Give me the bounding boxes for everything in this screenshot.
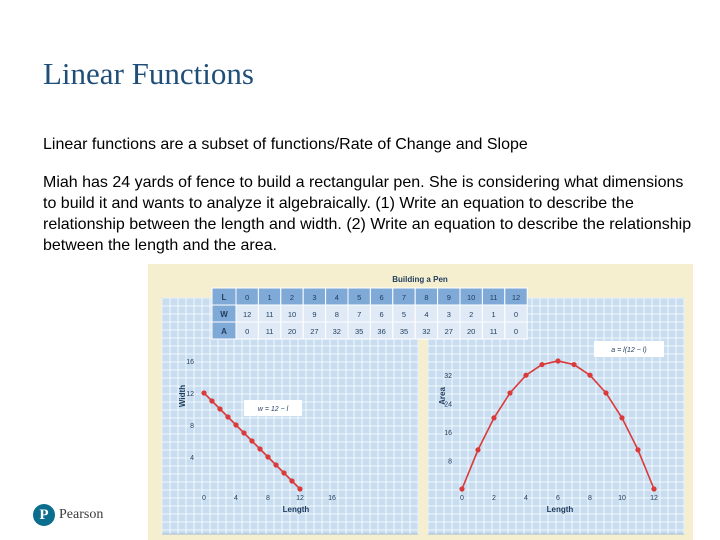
slide-subtitle: Linear functions are a subset of functions/Rate of Change and Slope xyxy=(43,136,528,153)
table-cell-value: 32 xyxy=(332,327,341,336)
table-cell-value: 9 xyxy=(446,293,451,302)
x-tick-label: 4 xyxy=(524,495,528,502)
table-cell-value: 10 xyxy=(467,293,476,302)
data-point xyxy=(201,390,206,395)
table-cell-value: 12 xyxy=(511,293,521,302)
table-cell-value: 9 xyxy=(312,310,317,319)
table-cell-value: 8 xyxy=(424,293,429,302)
data-point xyxy=(217,406,222,411)
table-row-label: A xyxy=(221,327,227,336)
x-tick-label: 8 xyxy=(266,495,270,502)
slide-title: Linear Functions xyxy=(43,56,254,91)
data-table xyxy=(212,288,527,339)
x-tick-label: 2 xyxy=(492,495,496,502)
table-cell-value: 20 xyxy=(467,327,476,336)
table-cell-value: 4 xyxy=(424,310,429,319)
table-cell-value: 12 xyxy=(243,310,252,319)
table-cell-value: 27 xyxy=(310,327,319,336)
y-tick-label: 12 xyxy=(186,391,194,398)
table-cell-value: 6 xyxy=(379,310,384,319)
table-cell-value: 11 xyxy=(489,293,498,302)
data-point xyxy=(265,454,270,459)
table-cell-value: 7 xyxy=(357,310,362,319)
problem-text: Miah has 24 yards of fence to build a rectangular pen. She is considering what dimensions to build it and wants to analyze it algebraically. (1) Write an equation to describe the relationship between the length and width. (2) Write an equation to describe the relationship between the length and the area. xyxy=(43,174,692,254)
y-tick-label: 24 xyxy=(444,401,452,409)
table-cell-value: 5 xyxy=(357,293,362,302)
x-tick-label: 10 xyxy=(618,495,626,502)
table-cell-value: 3 xyxy=(312,293,317,302)
data-point xyxy=(635,447,640,452)
table-cell-value: 36 xyxy=(377,327,386,336)
data-point xyxy=(571,362,576,367)
area-chart-ylabel: Area xyxy=(438,387,447,405)
table-cell-value: 2 xyxy=(469,310,474,319)
table-cell-value: 8 xyxy=(334,310,339,319)
table-cell-value: 4 xyxy=(334,293,339,302)
data-point xyxy=(209,398,214,403)
figure-svg xyxy=(148,264,693,540)
table-cell-value: 20 xyxy=(287,327,297,336)
data-point xyxy=(233,422,238,427)
table-cell-value: 7 xyxy=(401,293,407,302)
pearson-logo xyxy=(33,504,103,526)
y-tick-label: 8 xyxy=(190,423,194,430)
table-cell-value: 35 xyxy=(399,327,409,336)
table-cell-value: 11 xyxy=(265,327,274,336)
x-tick-label: 16 xyxy=(328,495,336,502)
x-tick-label: 6 xyxy=(556,495,560,502)
table-cell-value: 3 xyxy=(446,310,451,319)
data-point xyxy=(523,373,528,378)
pearson-logo-text: Pearson xyxy=(59,507,104,522)
y-tick-label: 16 xyxy=(186,359,194,366)
x-tick-label: 12 xyxy=(296,495,304,502)
table-cell-value: 0 xyxy=(245,327,250,336)
table-cell-value: 6 xyxy=(379,293,384,302)
data-point xyxy=(241,430,246,435)
width-chart-xlabel: Length xyxy=(282,505,310,514)
data-point xyxy=(603,390,608,395)
data-point xyxy=(273,462,278,467)
x-tick-label: 0 xyxy=(202,495,206,502)
x-tick-label: 0 xyxy=(460,495,464,502)
data-point xyxy=(225,414,230,419)
data-point xyxy=(249,438,254,443)
y-tick-label: 4 xyxy=(190,455,194,462)
table-cell-value: 1 xyxy=(491,310,496,319)
figure-title: Building a Pen xyxy=(392,275,448,284)
area-chart-xlabel: Length xyxy=(546,505,574,514)
table-cell-value: 27 xyxy=(444,327,453,336)
table-cell-value: 0 xyxy=(513,310,519,319)
y-tick-label: 8 xyxy=(448,458,452,466)
table-row-label: W xyxy=(220,310,228,319)
table-cell-value: 0 xyxy=(245,293,250,302)
table-cell-value: 1 xyxy=(267,293,272,302)
x-tick-label: 12 xyxy=(650,495,658,502)
data-point xyxy=(257,446,262,451)
data-point xyxy=(289,478,294,483)
width-equation: w = 12 − l xyxy=(257,406,289,413)
pearson-logo-mark: P xyxy=(33,504,55,526)
data-point xyxy=(651,486,656,491)
data-point xyxy=(459,486,464,491)
data-point xyxy=(491,415,496,420)
building-a-pen-figure xyxy=(148,264,693,540)
width-chart-ylabel: Width xyxy=(178,384,187,408)
table-cell-value: 11 xyxy=(265,310,274,319)
table-cell-value: 5 xyxy=(401,310,407,319)
y-tick-label: 32 xyxy=(444,373,452,381)
table-cell-value: 32 xyxy=(422,327,431,336)
table-cell-value: 10 xyxy=(287,310,297,319)
table-row-label: L xyxy=(221,293,227,302)
table-cell-value: 11 xyxy=(489,327,498,336)
data-point xyxy=(281,470,286,475)
x-tick-label: 8 xyxy=(588,495,592,502)
data-point xyxy=(475,447,480,452)
data-point xyxy=(297,486,302,491)
table-cell-value: 0 xyxy=(513,327,519,336)
y-tick-label: 16 xyxy=(444,430,452,438)
data-point xyxy=(539,362,544,367)
data-point xyxy=(507,390,512,395)
area-equation: a = l(12 − l) xyxy=(611,347,647,354)
table-cell-value: 35 xyxy=(355,327,364,336)
table-cell-value: 2 xyxy=(289,293,295,302)
data-point xyxy=(587,373,592,378)
x-tick-label: 4 xyxy=(234,495,238,502)
data-point xyxy=(555,358,560,363)
data-point xyxy=(619,415,624,420)
